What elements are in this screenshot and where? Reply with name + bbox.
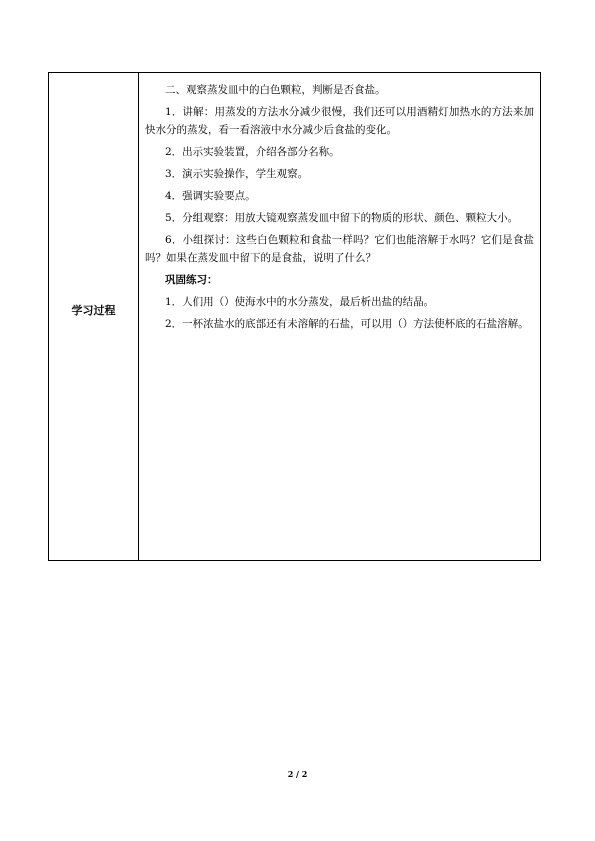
step-paragraph: 2．出示实验装置，介绍各部分名称。: [165, 146, 340, 158]
step-paragraph: 5．分组观察：用放大镜观察蒸发皿中留下的物质的形状、颜色、颗粒大小。: [165, 212, 519, 224]
page-number: 2 / 2: [287, 769, 308, 779]
step-paragraph: 6．小组探讨：这些白色颗粒和食盐一样吗？它们也能溶解于水吗？它们是食盐吗？如果在蒸发皿中留下的是食盐，说明了什么？: [145, 234, 534, 264]
step-paragraph: 3．演示实验操作，学生观察。: [165, 168, 309, 180]
content-cell: [139, 73, 541, 561]
step-paragraph: 4．强调实验要点。: [165, 190, 256, 202]
row-label: 学习过程: [71, 304, 116, 317]
lesson-plan-table: [48, 72, 541, 561]
practice-item: 2．一杯浓盐水的底部还有未溶解的石盐，可以用（）方法使杯底的石盐溶解。: [165, 318, 529, 330]
content-body: [139, 73, 540, 333]
practice-item: 1．人们用（）使海水中的水分蒸发，最后析出盐的结晶。: [165, 296, 435, 308]
row-label-cell: [49, 73, 139, 561]
step-paragraph: 1．讲解：用蒸发的方法水分减少很慢，我们还可以用酒精灯加热水的方法来加快水分的蒸发，看一看溶液中水分减少后食盐的变化。: [145, 106, 534, 136]
table-row: [49, 73, 541, 561]
practice-heading: 巩固练习：: [165, 274, 218, 286]
section-heading: 二、观察蒸发皿中的白色颗粒，判断是否食盐。: [165, 84, 386, 96]
